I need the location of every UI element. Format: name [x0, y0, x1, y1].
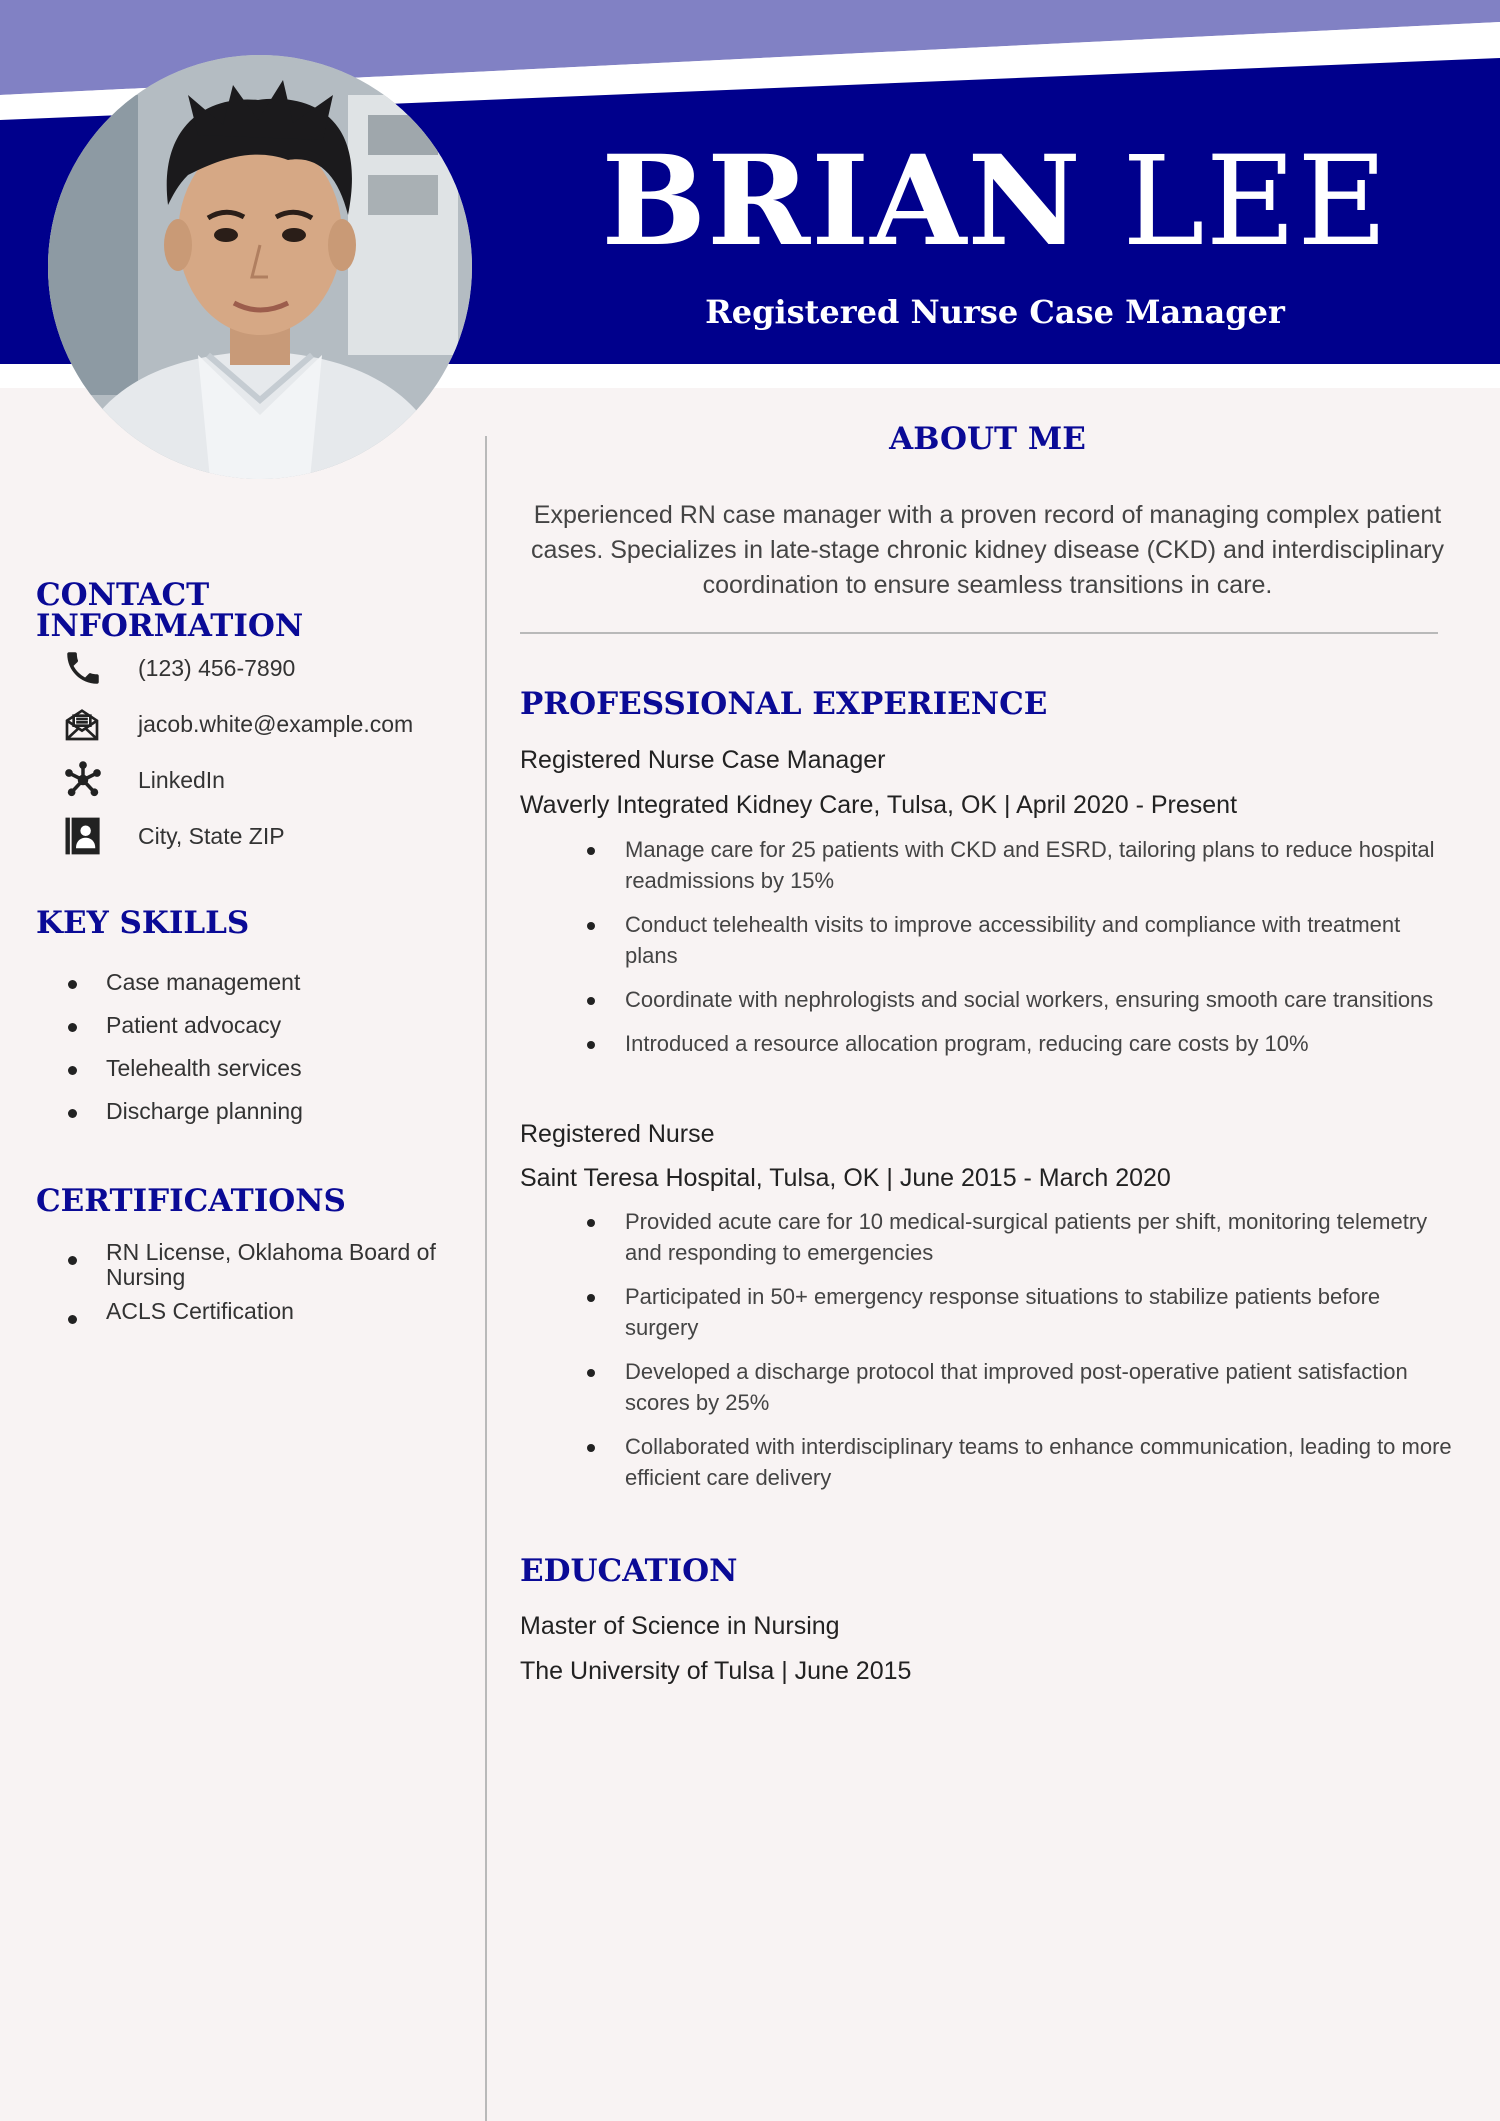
job-1-bullet: Introduced a resource allocation program, reducing care costs by 10%	[585, 1028, 1455, 1059]
contact-list	[62, 640, 462, 864]
job-1-org: Waverly Integrated Kidney Care, Tulsa, OK | April 2020 - Present	[520, 791, 1238, 819]
contact-address	[62, 808, 462, 864]
certifications-section-title: CERTIFICATIONS	[36, 1183, 346, 1219]
certification-item: ACLS Certification	[62, 1299, 462, 1324]
address-book-icon	[62, 814, 112, 858]
contact-address-text: City, State ZIP	[138, 822, 285, 849]
first-name: BRIAN	[601, 129, 1082, 274]
job-2-bullet: Participated in 50+ emergency response situations to stabilize patients before surgery	[585, 1281, 1455, 1343]
job-2-bullets	[585, 1206, 1455, 1506]
job-title-header: Registered Nurse Case Manager	[705, 293, 1285, 331]
education-degree: Master of Science in Nursing	[520, 1612, 840, 1640]
job-2-org: Saint Teresa Hospital, Tulsa, OK | June 2015 - March 2020	[520, 1164, 1171, 1192]
job-1-bullet: Conduct telehealth visits to improve accessibility and compliance with treatment plans	[585, 909, 1455, 971]
skills-section-title: KEY SKILLS	[36, 905, 250, 941]
column-divider	[485, 436, 487, 2121]
last-name: LEE	[1122, 130, 1389, 274]
about-divider	[520, 632, 1438, 634]
profile-photo	[48, 55, 472, 479]
contact-phone	[62, 640, 462, 696]
job-2-bullet: Developed a discharge protocol that improved post-operative patient satisfaction scores by 25%	[585, 1356, 1455, 1418]
about-text: Experienced RN case manager with a proven record of managing complex patient cases. Specializes in late-stage chronic kidney disease (CKD) and interdisciplinary coordination to ensure seamless transitions in care.	[531, 501, 1444, 599]
certifications-list	[62, 1240, 462, 1333]
job-1-bullet: Manage care for 25 patients with CKD and ESRD, tailoring plans to reduce hospital readmissions by 15%	[585, 834, 1455, 896]
education-section-title: EDUCATION	[520, 1553, 738, 1589]
contact-email[interactable]	[62, 696, 462, 752]
contact-section-title: CONTACT INFORMATION	[36, 577, 304, 644]
education-school: The University of Tulsa | June 2015	[520, 1657, 912, 1685]
contact-phone-text: (123) 456-7890	[138, 654, 296, 681]
certification-item: RN License, Oklahoma Board of Nursing	[62, 1240, 462, 1290]
phone-icon	[62, 646, 112, 690]
envelope-icon	[62, 702, 112, 746]
contact-email-text[interactable]: jacob.white@example.com	[138, 710, 414, 737]
portrait-illustration	[48, 55, 472, 479]
skill-item: Discharge planning	[62, 1095, 462, 1138]
job-1-bullet: Coordinate with nephrologists and social workers, ensuring smooth care transitions	[585, 984, 1455, 1015]
job-1-bullets	[585, 834, 1455, 1072]
skills-list	[62, 966, 462, 1138]
experience-section-title: PROFESSIONAL EXPERIENCE	[520, 686, 1048, 722]
network-icon	[62, 758, 112, 802]
skill-item: Telehealth services	[62, 1052, 462, 1095]
skill-item: Case management	[62, 966, 462, 1009]
job-2-bullet: Provided acute care for 10 medical-surgical patients per shift, monitoring telemetry and responding to emergencies	[585, 1206, 1455, 1268]
candidate-name	[560, 129, 1430, 274]
job-1-title: Registered Nurse Case Manager	[520, 746, 886, 774]
skill-item: Patient advocacy	[62, 1009, 462, 1052]
contact-linkedin-text[interactable]: LinkedIn	[138, 766, 225, 793]
job-2-bullet: Collaborated with interdisciplinary teams to enhance communication, leading to more efficient care delivery	[585, 1431, 1455, 1493]
about-section-title: ABOUT ME	[889, 421, 1086, 457]
job-2-title: Registered Nurse	[520, 1120, 715, 1148]
contact-linkedin[interactable]	[62, 752, 462, 808]
